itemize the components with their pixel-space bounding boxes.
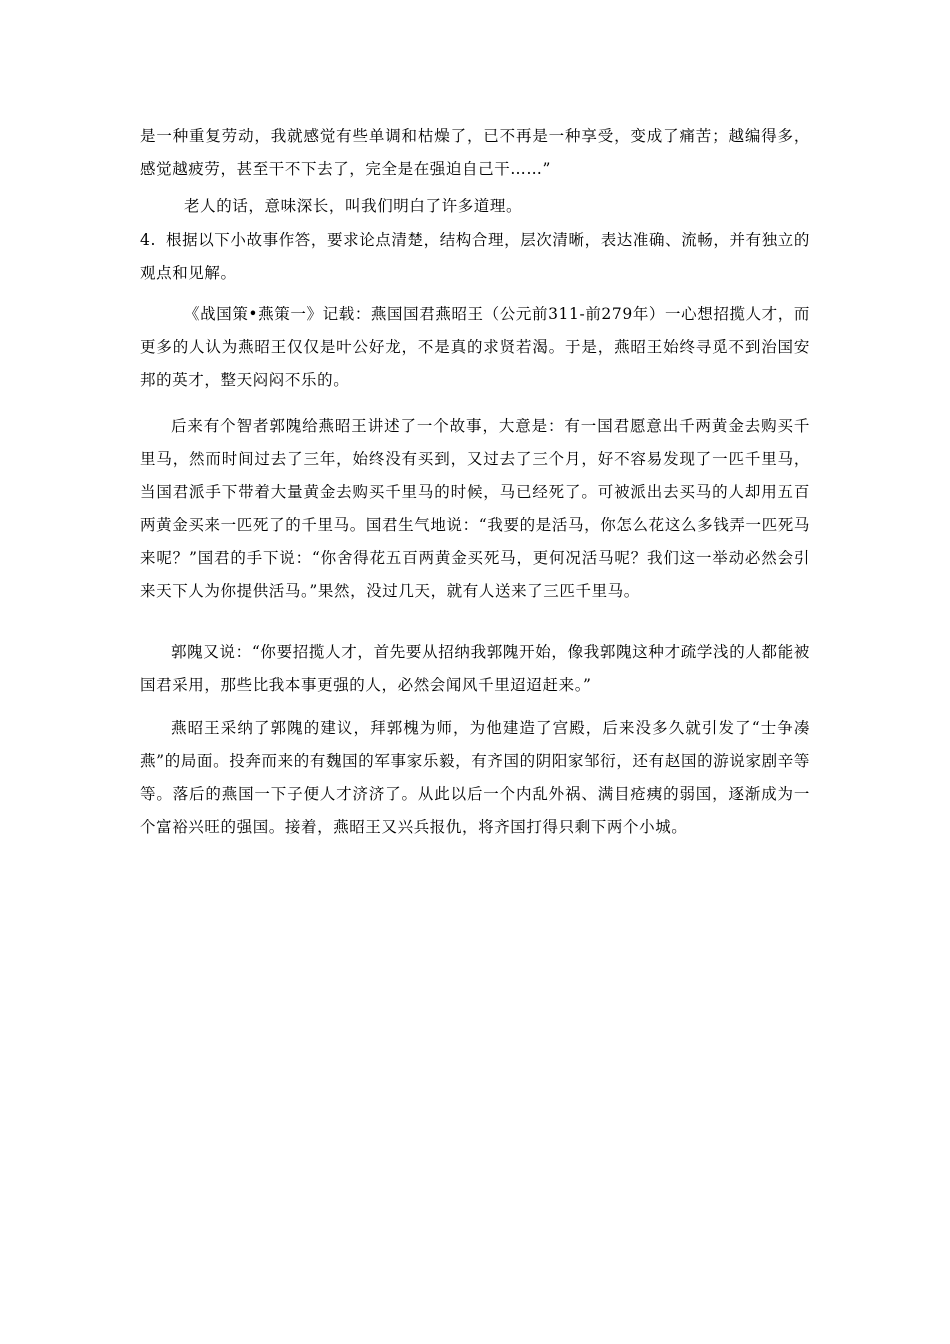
paragraph-old-man-conclusion: 老人的话，意味深长，叫我们明白了许多道理。 bbox=[184, 197, 523, 215]
paragraph-continuation: 是一种重复劳动，我就感觉有些单调和枯燥了，已不再是一种享受，变成了痛苦；越编得多，感觉越疲劳，甚至干不下去了，完全是在强迫自己干……” bbox=[140, 127, 810, 178]
paragraph-story-guowei: 郭隗又说：“你要招揽人才，首先要从招纳我郭隗开始，像我郭隗这种才疏学浅的人都能被国君采用，那些比我本事更强的人，必然会闻风千里迢迢赶来。” bbox=[140, 643, 810, 694]
question-4-prompt bbox=[140, 224, 810, 290]
question-4-text: 根据以下小故事作答，要求论点清楚，结构合理，层次清晰，表达准确、流畅，并有独立的观点和见解。 bbox=[140, 231, 811, 282]
paragraph-story-outcome: 燕昭王采纳了郭隗的建议，拜郭槐为师，为他建造了宫殿，后来没多久就引发了“士争凑燕”的局面。投奔而来的有魏国的军事家乐毅，有齐国的阴阳家邹衍，还有赵国的游说家剧辛等等。落后的燕国一下子便人才济济了。从此以后一个内乱外祸、满目疮痍的弱国，逐渐成为一个富裕兴旺的强国。接着，燕昭王又兴兵报仇，将齐国打得只剩下两个小城。 bbox=[140, 719, 810, 836]
paragraph-story-horse: 后来有个智者郭隗给燕昭王讲述了一个故事，大意是：有一国君愿意出千两黄金去购买千里马，然而时间过去了三年，始终没有买到，又过去了三个月，好不容易发现了一匹千里马，当国君派手下带着大量黄金去购买千里马的时候，马已经死了。可被派出去买马的人却用五百两黄金买来一匹死了的千里马。国君生气地说：“我要的是活马，你怎么花这么多钱弄一匹死马来呢？”国君的手下说：“你舍得花五百两黄金买死马，更何况活马呢？我们这一举动必然会引来天下人为你提供活马。”果然，没过几天，就有人送来了三匹千里马。 bbox=[140, 417, 810, 600]
question-number: 4. bbox=[140, 231, 156, 249]
paragraph-story-intro: 《战国策•燕策一》记载：燕国国君燕昭王（公元前311-前279年）一心想招揽人才，而更多的人认为燕昭王仅仅是叶公好龙，不是真的求贤若渴。于是，燕昭王始终寻觅不到治国安邦的英才，整天闷闷不乐的。 bbox=[140, 305, 810, 389]
